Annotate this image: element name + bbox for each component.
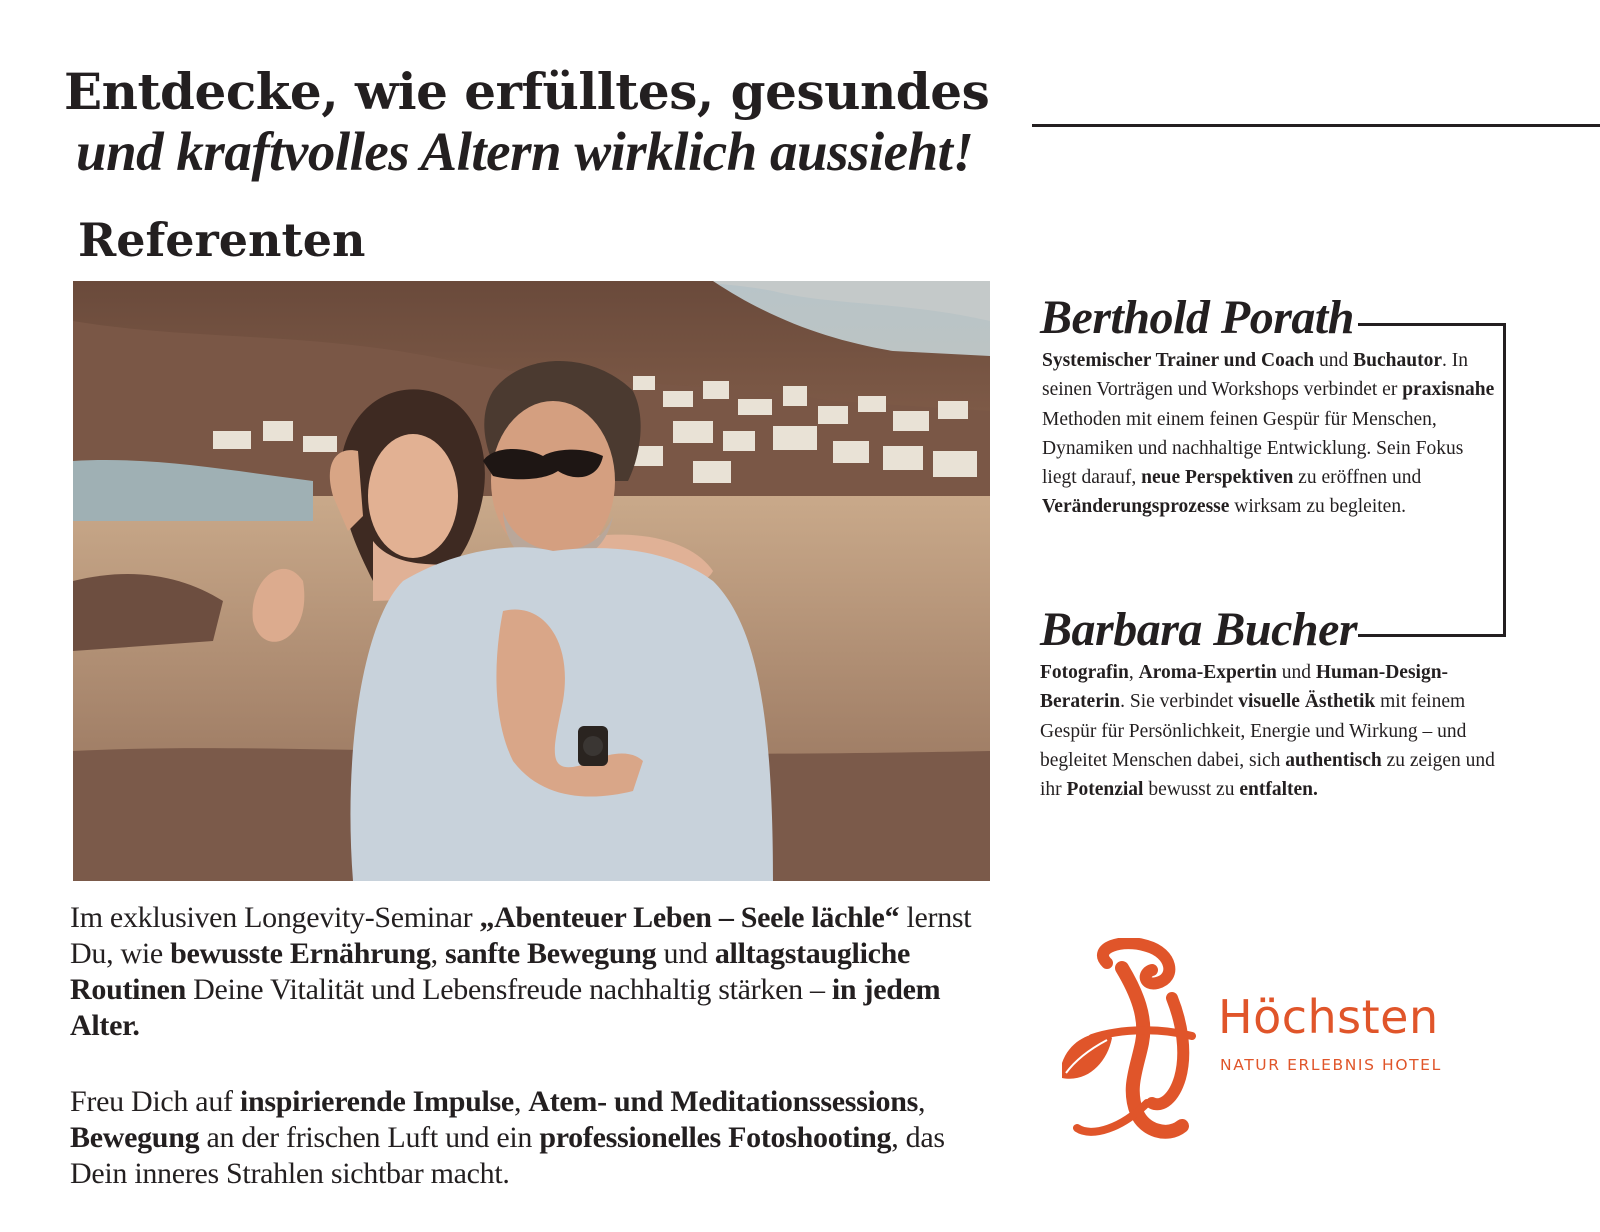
- emphasis-text: Bewegung: [70, 1121, 200, 1154]
- bracket-line-right: [1503, 323, 1506, 637]
- emphasis-text: bewusste Ernährung: [170, 937, 431, 970]
- emphasis-text: sanfte Bewegung: [444, 937, 657, 970]
- body-text: bewusst zu: [1143, 779, 1240, 801]
- body-text: wirksam zu begleiten.: [1229, 496, 1406, 518]
- bracket-line-bottom: [1358, 634, 1506, 637]
- body-text: ,: [918, 1085, 926, 1118]
- hotel-tagline: NATUR ERLEBNIS HOTEL: [1220, 1056, 1442, 1074]
- body-text: ,: [430, 937, 445, 970]
- body-text: zu eröffnen und: [1293, 467, 1422, 489]
- body-text: Im exklusiven Longevity-Seminar: [70, 901, 480, 934]
- body-text: , das Dein inneres Strahlen sichtbar macht.: [70, 1121, 945, 1190]
- speaker-bio: [1042, 346, 1502, 522]
- body-text: und: [1276, 662, 1316, 683]
- hotel-logo-icon: [1052, 938, 1202, 1148]
- emphasis-text: inspirierende Impulse: [239, 1085, 514, 1118]
- body-text: Deine Vitalität und Lebensfreude nachhaltig stärken –: [185, 973, 832, 1006]
- bracket-line-top: [1358, 323, 1506, 326]
- emphasis-text: Aroma-Expertin: [1138, 662, 1277, 683]
- emphasis-text: alltagstaugliche Routinen: [70, 937, 911, 1006]
- headline-line-2: und kraftvolles Altern wirklich aussieht!: [76, 121, 974, 182]
- emphasis-text: Human-Design-Beraterin: [1040, 662, 1449, 713]
- couple-beach-photo: [73, 281, 990, 881]
- emphasis-text: authentisch: [1285, 749, 1382, 771]
- body-text: und: [656, 937, 715, 970]
- emphasis-text: visuelle Ästhetik: [1238, 691, 1376, 713]
- body-text: mit feinem Gespür für Persönlichkeit, Energie und Wirkung – und begleitet Menschen dabei, sich: [1040, 691, 1467, 771]
- emphasis-text: Atem- und Meditationssessions: [528, 1085, 919, 1118]
- body-text: und: [1314, 350, 1354, 371]
- body-text: an der frischen Luft und ein: [199, 1121, 540, 1154]
- emphasis-text: Potenzial: [1066, 779, 1144, 801]
- emphasis-text: Systemischer Trainer und Coach: [1042, 350, 1315, 371]
- body-text: lernst Du, wie: [70, 901, 972, 970]
- body-text: Methoden mit einem feinen Gespür für Menschen, Dynamiken und nachhaltige Entwicklung. Sein Fokus liegt darauf,: [1042, 408, 1464, 489]
- body-text: ,: [513, 1085, 529, 1118]
- body-text: ,: [1128, 662, 1139, 683]
- emphasis-text: professionelles Fotoshooting: [539, 1121, 892, 1154]
- body-text: Freu Dich auf: [70, 1085, 240, 1118]
- speaker-name: Berthold Porath: [1040, 291, 1354, 344]
- emphasis-text: Fotografin: [1040, 662, 1129, 683]
- speaker-bio: [1040, 658, 1500, 804]
- body-text: zu zeigen und ihr: [1040, 749, 1495, 801]
- hotel-name: Höchsten: [1218, 990, 1439, 1044]
- emphasis-text: praxisnahe: [1402, 379, 1495, 401]
- emphasis-text: in jedem Alter.: [70, 973, 941, 1042]
- emphasis-text: Veränderungsprozesse: [1042, 496, 1230, 518]
- emphasis-text: entfalten.: [1239, 779, 1318, 801]
- headline-line-1: Entdecke, wie erfülltes, gesundes: [64, 62, 990, 121]
- emphasis-text: Buchautor: [1353, 350, 1442, 371]
- intro-paragraph-1: [70, 900, 1000, 1044]
- body-text: . In seinen Vorträgen und Workshops verbindet er: [1042, 350, 1468, 401]
- intro-paragraph-2: [70, 1084, 1000, 1192]
- headline-divider: [1032, 124, 1600, 127]
- body-text: . Sie verbindet: [1120, 691, 1239, 713]
- section-title: Referenten: [78, 213, 366, 267]
- emphasis-text: „Abenteuer Leben – Seele lächle“: [479, 901, 900, 934]
- speaker-name: Barbara Bucher: [1040, 603, 1358, 656]
- emphasis-text: neue Perspektiven: [1141, 467, 1294, 489]
